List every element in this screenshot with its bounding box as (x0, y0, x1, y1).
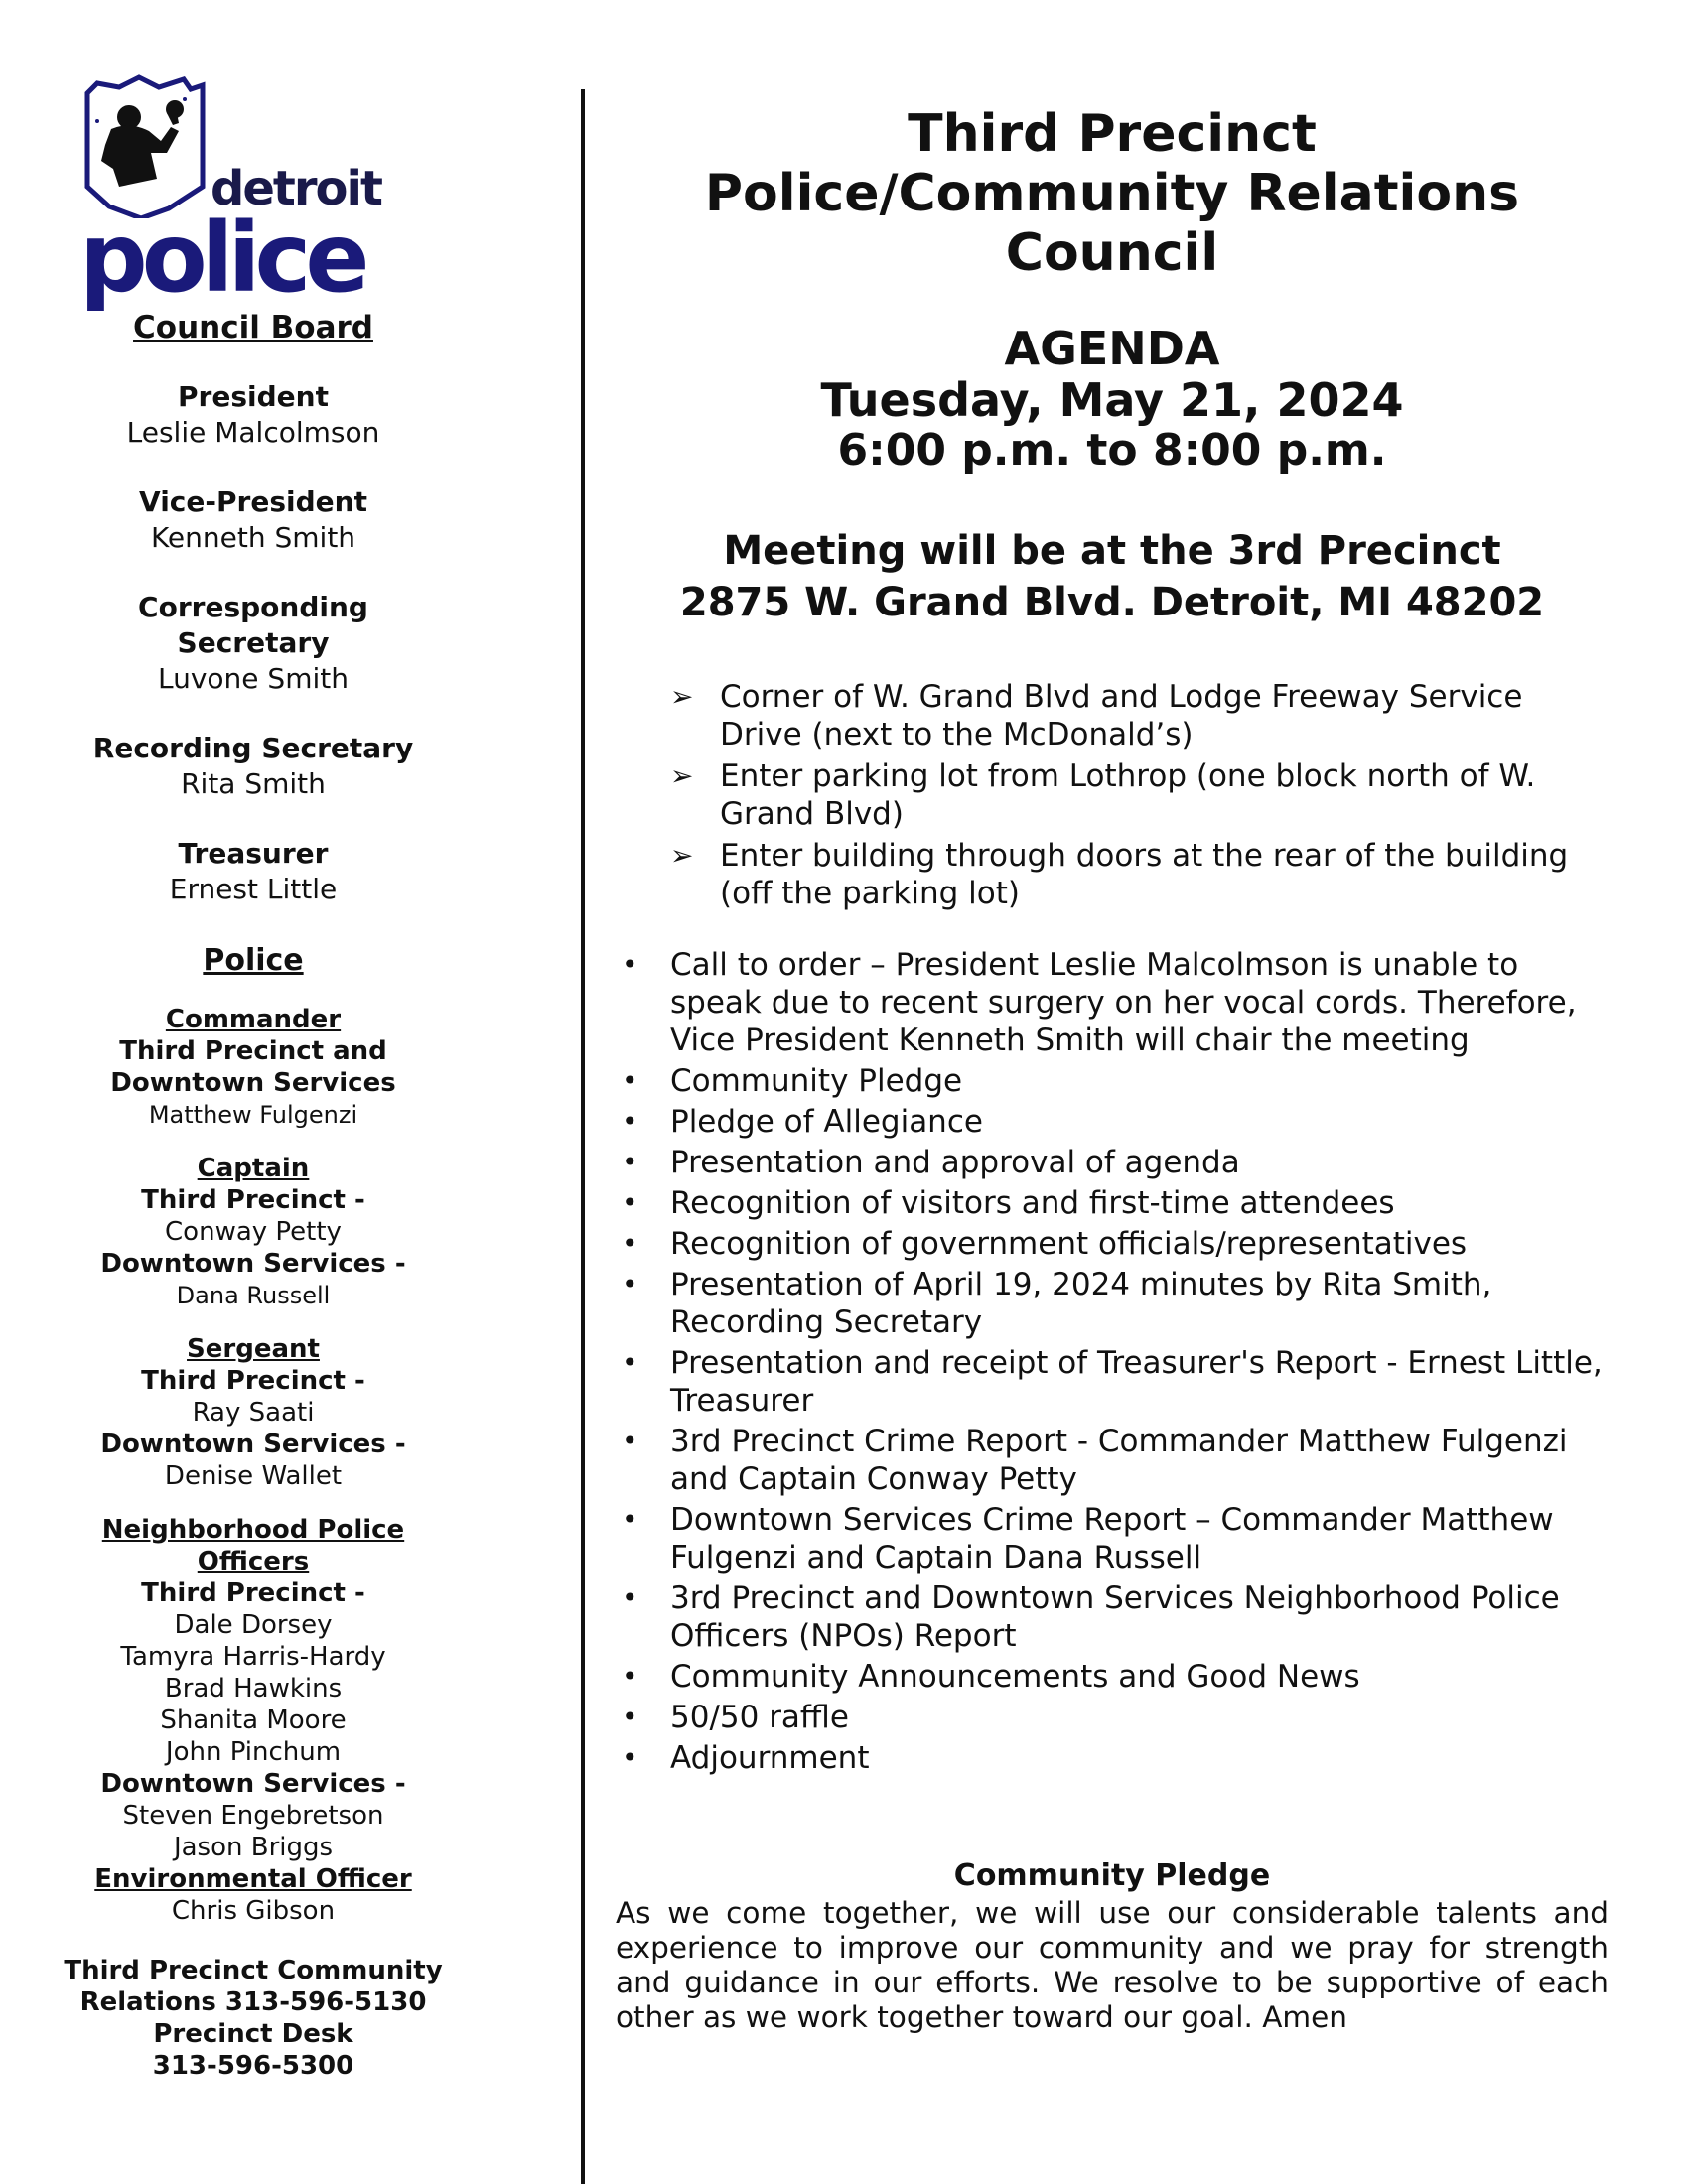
sergeant-third-name: Ray Saati (192, 1398, 315, 1428)
contact-line: Relations 313-596-5130 (79, 1987, 427, 2017)
directions-list (616, 678, 1609, 912)
arrow-bullet-icon: ➢ (670, 839, 694, 872)
sergeant-downtown-name: Denise Wallet (164, 1461, 343, 1491)
board-corresponding-secretary (40, 590, 467, 697)
agenda-item (616, 1501, 1609, 1576)
agenda-item (616, 1658, 1609, 1696)
logo-word-police: police (79, 203, 364, 314)
board-president (40, 379, 467, 451)
npo-name: Brad Hawkins (164, 1674, 343, 1704)
agenda-item-text: Call to order – President Leslie Malcolmson is unable to speak due to recent surgery on her vocal cords. Therefore, Vice President Kenneth Smith will chair the meeting (670, 947, 1577, 1058)
npo-name: Steven Engebretson (122, 1801, 384, 1831)
board-name: Kenneth Smith (150, 521, 356, 554)
captain-downtown-label: Downtown Services - (100, 1249, 406, 1279)
agenda-item (616, 946, 1609, 1059)
council-board-heading: Council Board (133, 310, 373, 345)
agenda-item (616, 1225, 1609, 1263)
agenda-item-text: Presentation of April 19, 2024 minutes by Rita Smith, Recording Secretary (670, 1267, 1492, 1340)
commander-name: Matthew Fulgenzi (148, 1101, 358, 1129)
agenda-item (616, 1103, 1609, 1141)
npo-name: Shanita Moore (160, 1706, 347, 1735)
npo-title: Officers (197, 1547, 310, 1576)
bullet-icon: • (622, 1581, 638, 1614)
commander-block (40, 1004, 467, 1131)
direction-text: Enter building through doors at the rear of the building (off the parking lot) (720, 838, 1569, 911)
bullet-icon: • (622, 1105, 638, 1138)
npo-downtown-label: Downtown Services - (100, 1769, 406, 1799)
main-content (616, 104, 1609, 2035)
agenda-item-text: 3rd Precinct Crime Report - Commander Matthew Fulgenzi and Captain Conway Petty (670, 1424, 1568, 1497)
captain-third-name: Conway Petty (165, 1217, 342, 1247)
board-role: Treasurer (178, 837, 329, 870)
commander-title: Commander (165, 1005, 342, 1034)
agenda-item (616, 1579, 1609, 1655)
bullet-icon: • (622, 948, 638, 981)
agenda-item-text: Recognition of government officials/representatives (670, 1226, 1468, 1262)
sergeant-title: Sergeant (187, 1334, 320, 1364)
sergeant-downtown-label: Downtown Services - (100, 1430, 406, 1459)
agenda-item-text: Adjournment (670, 1740, 870, 1776)
board-role: Vice-President (139, 485, 367, 518)
bullet-icon: • (622, 1146, 638, 1178)
captain-downtown-name: Dana Russell (176, 1282, 331, 1309)
captain-third-label: Third Precinct - (141, 1185, 365, 1215)
arrow-bullet-icon: ➢ (670, 680, 694, 713)
agenda-item-text: 50/50 raffle (670, 1700, 849, 1735)
board-treasurer (40, 836, 467, 907)
arrow-bullet-icon: ➢ (670, 759, 694, 792)
npo-third-label: Third Precinct - (141, 1578, 365, 1608)
board-role: Corresponding (138, 591, 368, 623)
community-pledge-heading: Community Pledge (953, 1858, 1271, 1893)
agenda-item (616, 1699, 1609, 1736)
police-heading: Police (203, 943, 304, 978)
npo-block (40, 1514, 467, 1927)
bullet-icon: • (622, 1064, 638, 1097)
contact-line: Third Precinct Community (64, 1956, 443, 1985)
title-line: Council (1005, 223, 1219, 283)
npo-title: Neighborhood Police (101, 1515, 405, 1545)
sergeant-block (40, 1333, 467, 1492)
board-recording-secretary (40, 731, 467, 802)
agenda-list (616, 946, 1609, 1777)
agenda-item-text: Downtown Services Crime Report – Commander Matthew Fulgenzi and Captain Dana Russell (670, 1502, 1554, 1575)
board-name: Luvone Smith (158, 662, 349, 695)
sergeant-third-label: Third Precinct - (141, 1366, 365, 1396)
bullet-icon: • (622, 1503, 638, 1536)
agenda-item-text: Recognition of visitors and first-time attendees (670, 1185, 1395, 1221)
captain-title: Captain (197, 1154, 310, 1183)
location-address: 2875 W. Grand Blvd. Detroit, MI 48202 (679, 580, 1545, 625)
board-name: Ernest Little (169, 873, 338, 905)
bullet-icon: • (622, 1425, 638, 1457)
direction-text: Corner of W. Grand Blvd and Lodge Freeway Service Drive (next to the McDonald’s) (720, 679, 1523, 752)
bullet-icon: • (622, 1660, 638, 1693)
contact-info (40, 1955, 467, 2082)
board-role: President (178, 380, 329, 413)
bullet-icon: • (622, 1701, 638, 1733)
captain-block (40, 1153, 467, 1311)
agenda-item (616, 1062, 1609, 1100)
community-pledge-text: As we come together, we will use our considerable talents and experience to improve our community and we pray for strength and guidance in our efforts. We resolve to be supportive of each other as we work together toward our goal. Amen (616, 1896, 1609, 2034)
environmental-officer-title: Environmental Officer (94, 1864, 412, 1894)
agenda-item (616, 1739, 1609, 1777)
document-title (616, 104, 1609, 283)
logo-word-detroit: detroit (211, 161, 381, 216)
bullet-icon: • (622, 1346, 638, 1379)
agenda-item-text: 3rd Precinct and Downtown Services Neighborhood Police Officers (NPOs) Report (670, 1580, 1560, 1654)
agenda-item-text: Community Pledge (670, 1063, 963, 1099)
bullet-icon: • (622, 1741, 638, 1774)
npo-name: Tamyra Harris-Hardy (120, 1642, 386, 1672)
board-role: Secretary (177, 626, 330, 659)
agenda-header (616, 323, 1609, 476)
meeting-date: Tuesday, May 21, 2024 (820, 373, 1404, 427)
title-line: Police/Community Relations (704, 164, 1520, 223)
direction-item (670, 757, 1609, 833)
detroit-police-logo (79, 69, 387, 320)
commander-line: Third Precinct and (119, 1036, 387, 1066)
direction-text: Enter parking lot from Lothrop (one block north of W. Grand Blvd) (720, 758, 1536, 832)
npo-name: Dale Dorsey (174, 1610, 333, 1640)
npo-name: John Pinchum (165, 1737, 342, 1767)
direction-item (670, 837, 1609, 912)
agenda-item (616, 1266, 1609, 1341)
title-line: Third Precinct (908, 104, 1317, 164)
board-name: Leslie Malcolmson (126, 416, 380, 449)
agenda-item-text: Presentation and approval of agenda (670, 1145, 1240, 1180)
board-name: Rita Smith (181, 767, 326, 800)
agenda-item (616, 1184, 1609, 1222)
bullet-icon: • (622, 1227, 638, 1260)
contact-line: Precinct Desk (153, 2019, 353, 2049)
agenda-item-text: Pledge of Allegiance (670, 1104, 983, 1140)
environmental-officer-name: Chris Gibson (171, 1896, 336, 1926)
board-vice-president (40, 484, 467, 556)
bullet-icon: • (622, 1186, 638, 1219)
agenda-label: AGENDA (1004, 322, 1220, 375)
commander-line: Downtown Services (110, 1068, 396, 1098)
location-line: Meeting will be at the 3rd Precinct (723, 528, 1501, 574)
npo-name: Jason Briggs (173, 1833, 334, 1862)
agenda-item (616, 1423, 1609, 1498)
column-divider (581, 89, 585, 2184)
agenda-item-text: Community Announcements and Good News (670, 1659, 1360, 1695)
bullet-icon: • (622, 1268, 638, 1300)
badge-icon (79, 69, 218, 218)
contact-line: 313-596-5300 (152, 2051, 354, 2081)
meeting-time: 6:00 p.m. to 8:00 p.m. (837, 425, 1387, 476)
agenda-item (616, 1144, 1609, 1181)
agenda-item-text: Presentation and receipt of Treasurer's Report - Ernest Little, Treasurer (670, 1345, 1603, 1419)
board-role: Recording Secretary (92, 732, 414, 764)
meeting-location (616, 525, 1609, 628)
agenda-item (616, 1344, 1609, 1420)
direction-item (670, 678, 1609, 753)
left-sidebar (40, 69, 467, 2082)
